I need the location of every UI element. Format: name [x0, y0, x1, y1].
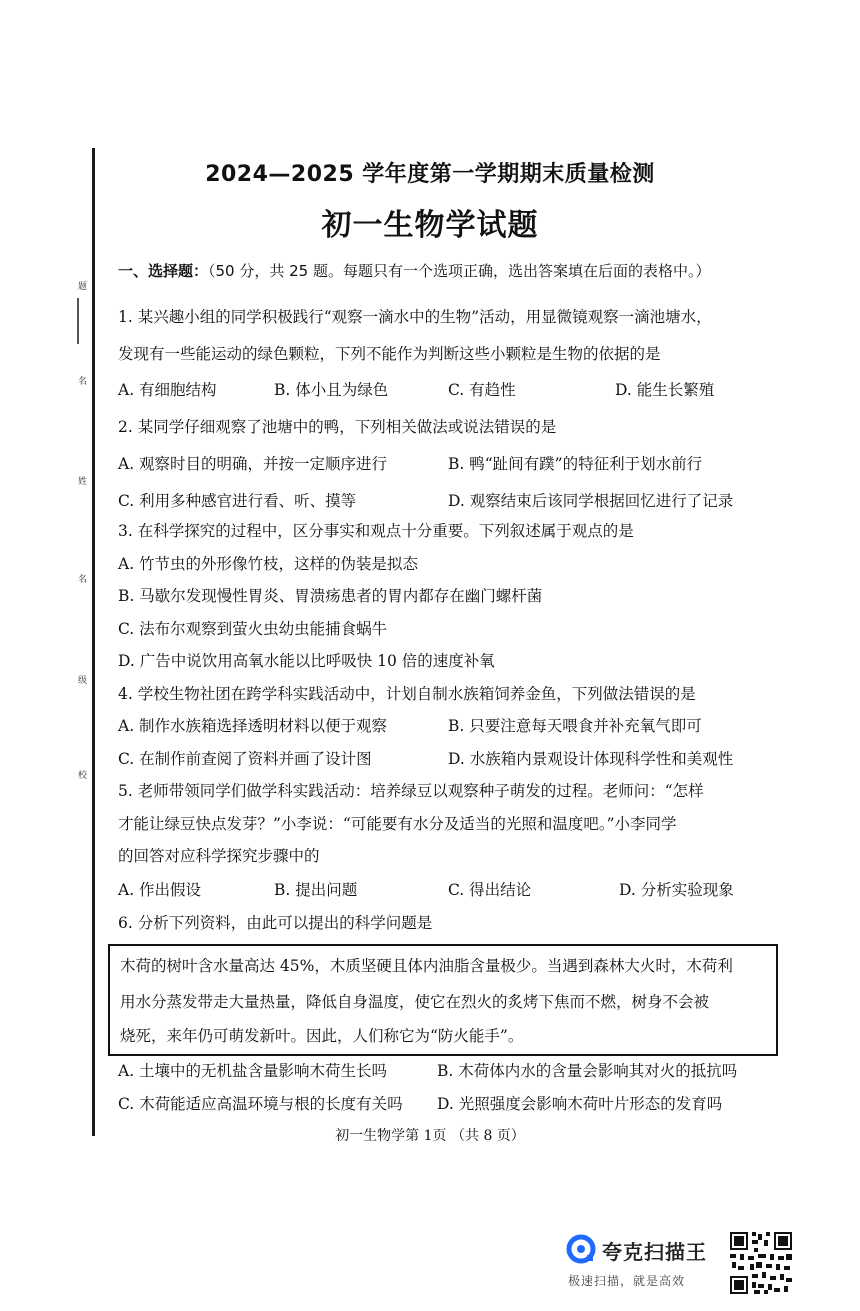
option-d: D. 水族箱内景观设计体现科学性和美观性 — [448, 750, 734, 768]
option-c: C. 得出结论 — [448, 881, 532, 899]
option-a: A. 土壤中的无机盐含量影响木荷生长吗 — [118, 1062, 388, 1080]
option-d: D. 观察结束后该同学根据回忆进行了记录 — [448, 492, 734, 510]
material-line: 木荷的树叶含水量高达 45%，木质坚硬且体内油脂含量极少。当遇到森林大火时，木荷利 — [120, 957, 733, 975]
material-box — [108, 944, 778, 1056]
material-line: 用水分蒸发带走大量热量，降低自身温度，使它在烈火的炙烤下焦而不燃，树身不会被 — [120, 993, 710, 1011]
margin-bar — [77, 298, 79, 344]
question-5-stem-line-2: 才能让绿豆快点发芽？”小李说：“可能要有水分及适当的光照和温度吧。”小李同学 — [118, 815, 677, 833]
question-5-stem-line-3: 的回答对应科学探究步骤中的 — [118, 847, 320, 865]
scanner-watermark — [566, 1232, 726, 1292]
margin-mark: 题 — [78, 282, 88, 292]
option-a: A. 竹节虫的外形像竹枝，这样的伪装是拟态 — [118, 555, 419, 573]
option-b: B. 提出问题 — [274, 881, 358, 899]
question-6-stem: 6. 分析下列资料，由此可以提出的科学问题是 — [118, 914, 433, 932]
option-b: B. 马歇尔发现慢性胃炎、胃溃疡患者的胃内都存在幽门螺杆菌 — [118, 587, 543, 605]
option-a: A. 作出假设 — [118, 881, 202, 899]
brand-slogan: 极速扫描，就是高效 — [568, 1274, 686, 1288]
margin-mark: 名 — [78, 575, 88, 585]
option-d: D. 能生长繁殖 — [615, 381, 715, 399]
binding-line — [92, 148, 95, 1136]
margin-mark: 校 — [78, 771, 88, 781]
subject-title: 初一生物学试题 — [321, 208, 539, 243]
option-b: B. 木荷体内水的含量会影响其对火的抵抗吗 — [437, 1062, 738, 1080]
option-d: D. 分析实验现象 — [619, 881, 734, 899]
option-b: B. 只要注意每天喂食并补充氧气即可 — [448, 717, 702, 735]
brand-name: 夸克扫描王 — [602, 1240, 707, 1264]
question-3-stem: 3. 在科学探究的过程中，区分事实和观点十分重要。下列叙述属于观点的是 — [118, 522, 634, 540]
section-heading — [118, 262, 711, 280]
question-2-stem: 2. 某同学仔细观察了池塘中的鸭，下列相关做法或说法错误的是 — [118, 418, 557, 436]
option-c: C. 法布尔观察到萤火虫幼虫能捕食蜗牛 — [118, 620, 388, 638]
margin-mark: 名 — [78, 377, 88, 387]
quark-logo-icon — [566, 1234, 596, 1264]
section-instructions: （50 分，共 25 题。每题只有一个选项正确，选出答案填在后面的表格中。） — [208, 262, 711, 280]
exam-title: 2024—2025 学年度第一学期期末质量检测 — [205, 162, 655, 187]
material-line: 烧死，来年仍可萌发新叶。因此，人们称它为“防火能手”。 — [120, 1027, 524, 1045]
question-1-stem-line-2: 发现有一些能运动的绿色颗粒，下列不能作为判断这些小颗粒是生物的依据的是 — [118, 345, 661, 363]
question-5-stem-line-1: 5. 老师带领同学们做学科实践活动：培养绿豆以观察种子萌发的过程。老师问：“怎样 — [118, 782, 704, 800]
margin-mark: 姓 — [78, 477, 88, 487]
option-a: A. 有细胞结构 — [118, 381, 217, 399]
qr-code-icon — [728, 1230, 794, 1296]
section-heading-label: 一、选择题： — [118, 262, 209, 280]
option-c: C. 在制作前查阅了资料并画了设计图 — [118, 750, 372, 768]
option-b: B. 体小且为绿色 — [274, 381, 389, 399]
page-footer: 初一生物学第 1页 （共 8 页） — [335, 1128, 525, 1144]
question-1-stem-line-1: 1. 某兴趣小组的同学积极践行“观察一滴水中的生物”活动，用显微镜观察一滴池塘水， — [118, 308, 712, 326]
option-a: A. 观察时目的明确，并按一定顺序进行 — [118, 455, 388, 473]
option-d: D. 光照强度会影响木荷叶片形态的发育吗 — [437, 1095, 723, 1113]
option-b: B. 鸭“趾间有蹼”的特征利于划水前行 — [448, 455, 703, 473]
option-d: D. 广告中说饮用高氧水能以比呼吸快 10 倍的速度补氧 — [118, 652, 495, 670]
margin-mark: 级 — [78, 676, 88, 686]
question-4-stem: 4. 学校生物社团在跨学科实践活动中，计划自制水族箱饲养金鱼，下列做法错误的是 — [118, 685, 696, 703]
option-c: C. 利用多种感官进行看、听、摸等 — [118, 492, 357, 510]
option-c: C. 木荷能适应高温环境与根的长度有关吗 — [118, 1095, 403, 1113]
option-c: C. 有趋性 — [448, 381, 516, 399]
option-a: A. 制作水族箱选择透明材料以便于观察 — [118, 717, 388, 735]
